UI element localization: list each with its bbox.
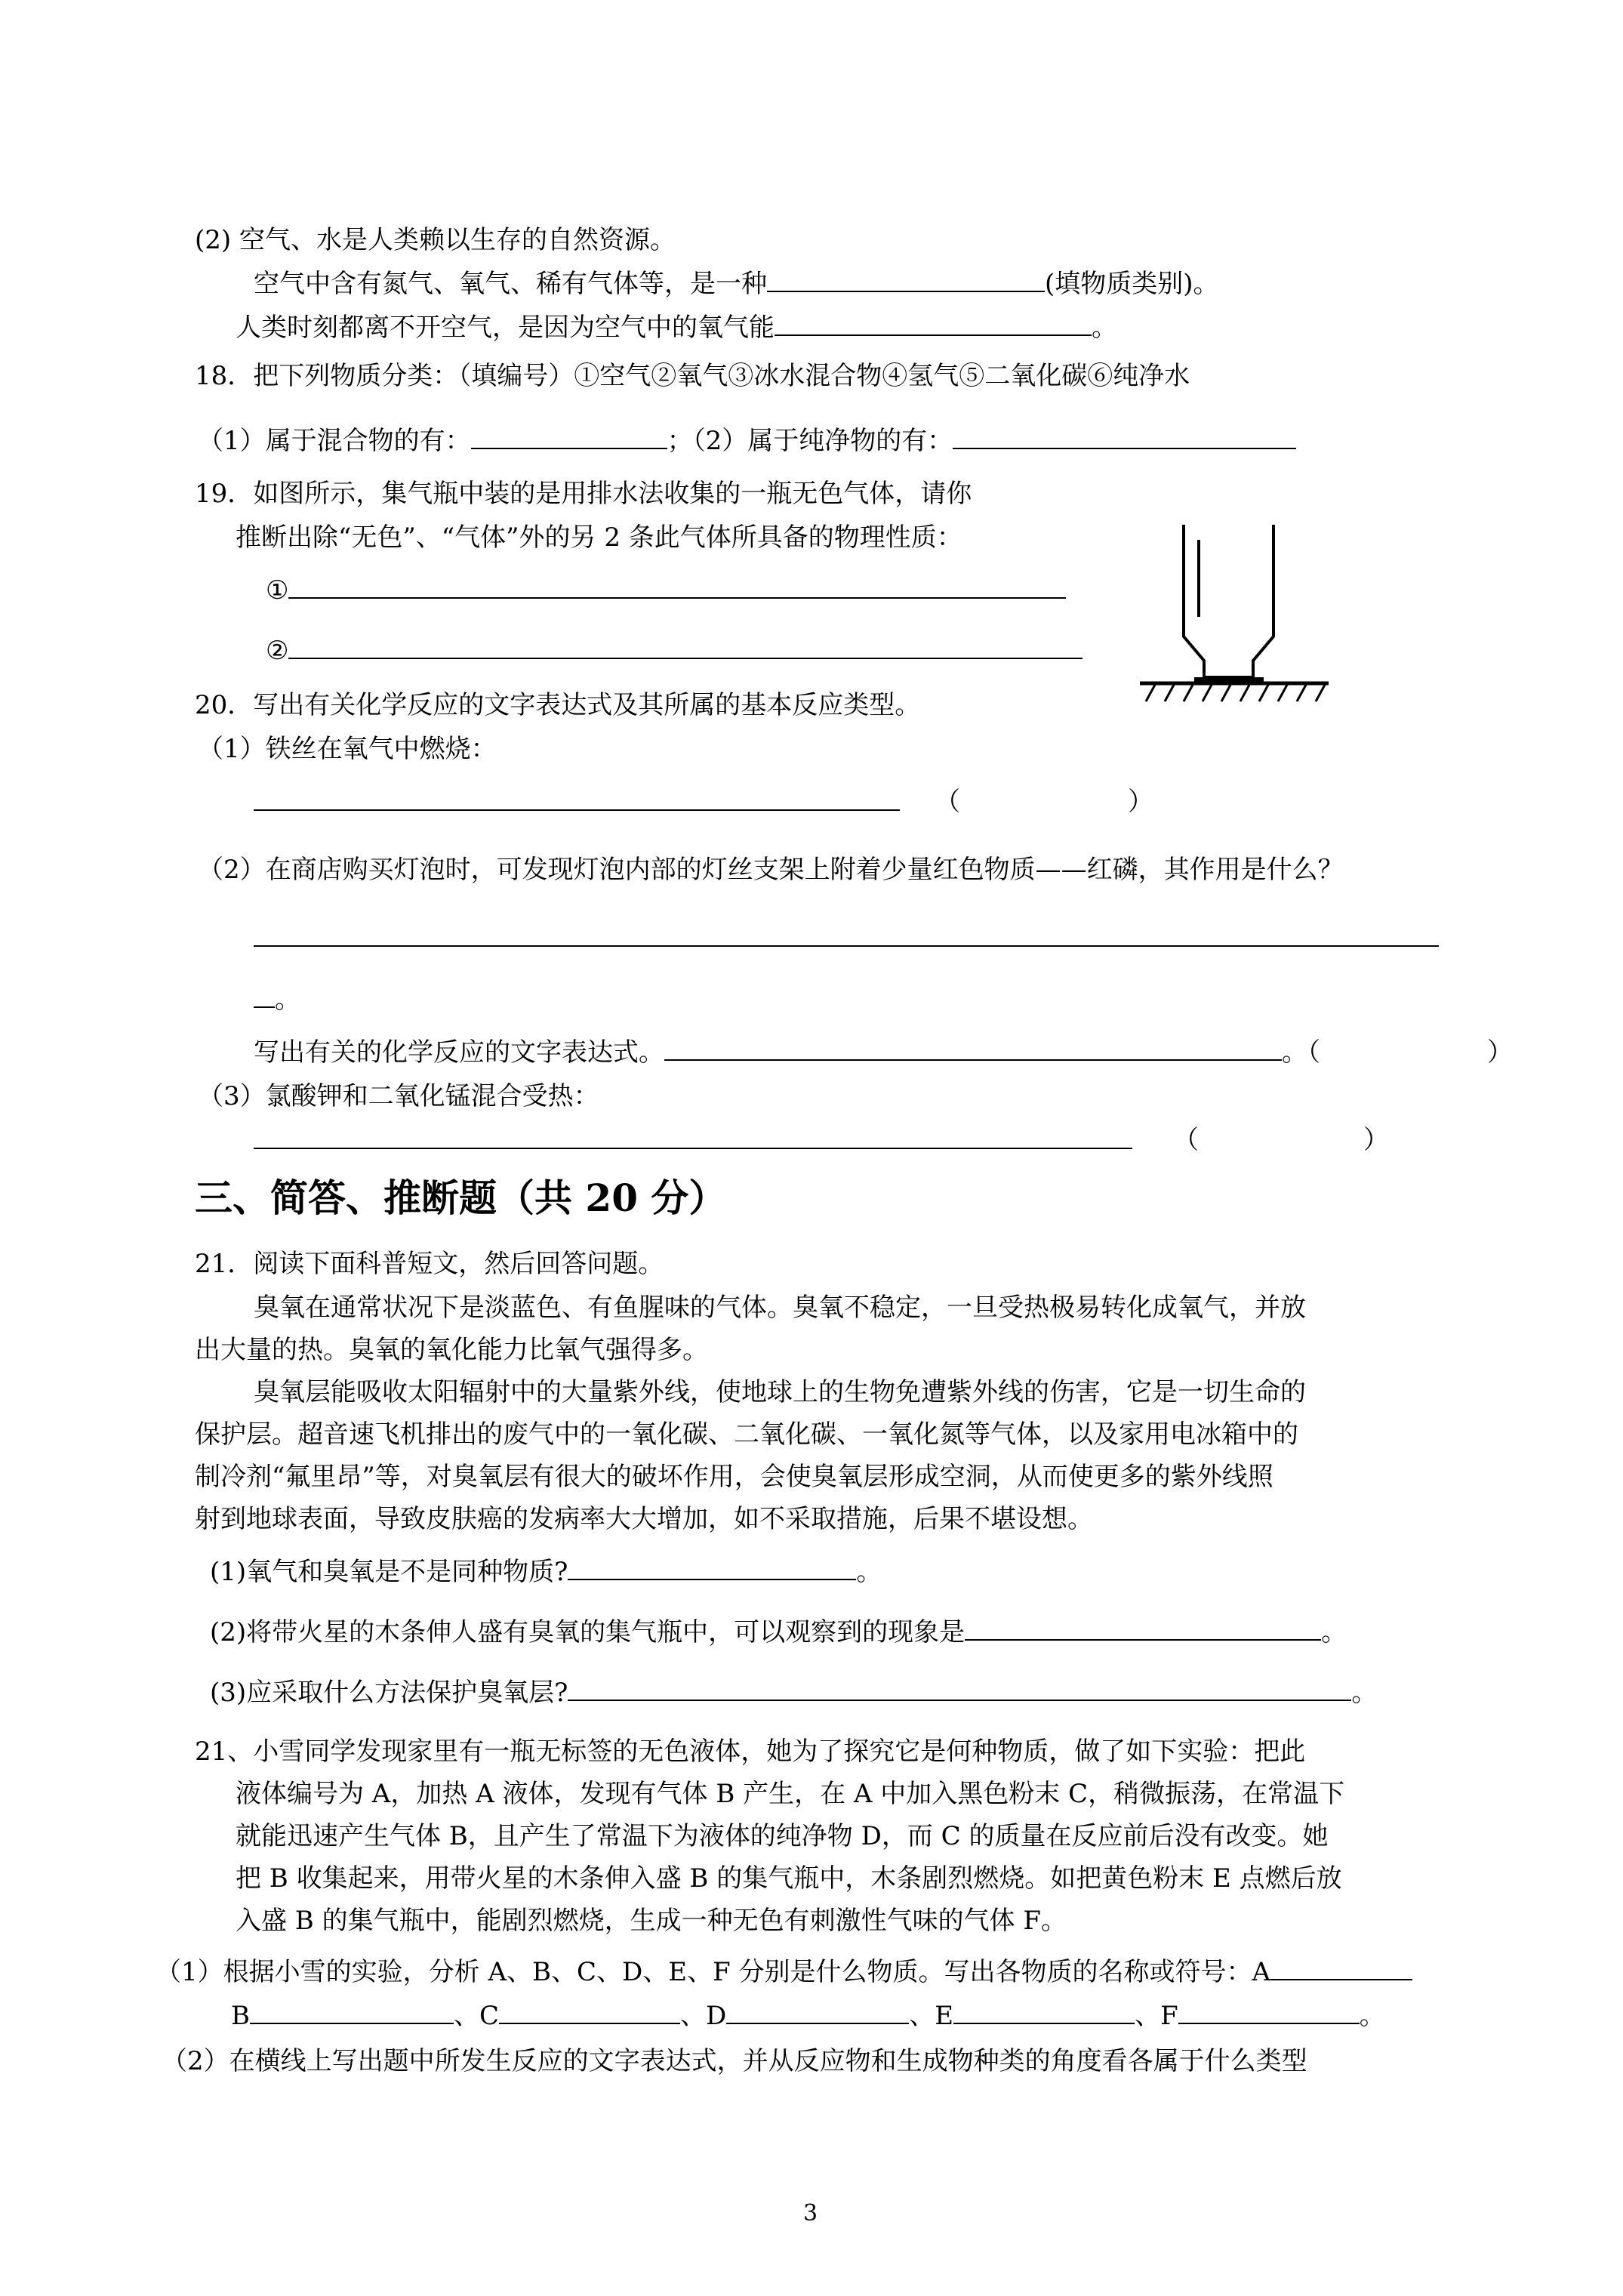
q17-line1-text: 空气中含有氮气、氧气、稀有气体等，是一种 bbox=[254, 269, 767, 299]
q19-stem-line1: 19．如图所示，集气瓶中装的是用排水法收集的一瓶无色气体，请你 bbox=[195, 479, 972, 509]
reaction-type-close: ） bbox=[1363, 1125, 1389, 1155]
answer-blank-E[interactable] bbox=[953, 2000, 1135, 2024]
q21-para2-line3: 制冷剂“氟里昂”等，对臭氧层有很大的破坏作用，会使臭氧层形成空洞，从而使更多的紫外线照 bbox=[195, 1462, 1273, 1492]
q17-line2-suffix: 。 bbox=[1092, 313, 1117, 343]
q21-sub1 bbox=[210, 1555, 882, 1589]
q17-line2-text: 人类时刻都离不开空气，是因为空气中的氧气能 bbox=[236, 313, 775, 343]
q21b-sub1 bbox=[156, 1955, 1412, 1989]
q20-stem: 20．写出有关化学反应的文字表达式及其所属的基本反应类型。 bbox=[195, 690, 921, 720]
q21b-sub2: （2）在横线上写出题中所发生反应的文字表达式，并从反应物和生成物种类的角度看各属于什么类型 bbox=[162, 2046, 1307, 2076]
reaction-type-close: ） bbox=[1487, 1037, 1513, 1068]
answer-blank-D[interactable] bbox=[726, 2000, 909, 2024]
page-number: 3 bbox=[803, 2200, 818, 2227]
q21b-answers bbox=[231, 1999, 1385, 2032]
q21-para2-line4: 射到地球表面，导致皮肤癌的发病率大大增加，如不采取措施，后果不堪设想。 bbox=[195, 1504, 1093, 1534]
answer-blank[interactable] bbox=[471, 425, 667, 449]
section-title: 三、简答、推断题（共 20 分） bbox=[195, 1176, 727, 1220]
answer-blank[interactable] bbox=[953, 425, 1296, 449]
label-E: 、E bbox=[909, 2001, 954, 2031]
q21b-line2: 液体编号为 A，加热 A 液体，发现有气体 B 产生，在 A 中加入黑色粉末 C，稍微振荡，在常温下 bbox=[236, 1779, 1345, 1809]
write-end: 。（ bbox=[1282, 1037, 1320, 1068]
q19-item1 bbox=[266, 574, 1066, 607]
q21-stem: 21．阅读下面科普短文，然后回答问题。 bbox=[195, 1249, 664, 1279]
q17-line1-suffix: (填物质类别)。 bbox=[1045, 269, 1219, 299]
end-mark: 。 bbox=[1351, 1678, 1378, 1708]
sub-question: (3)应采取什么方法保护臭氧层? bbox=[210, 1678, 568, 1708]
bottle-base-plate bbox=[1194, 677, 1264, 683]
sub-question: (2)将带火星的木条伸人盛有臭氧的集气瓶中，可以观察到的现象是 bbox=[210, 1617, 965, 1647]
q20-part2-write bbox=[254, 1036, 1320, 1069]
q18-part1-label: （1）属于混合物的有： bbox=[198, 426, 471, 456]
item-marker: ① bbox=[266, 575, 289, 606]
write-prompt: 写出有关的化学反应的文字表达式。 bbox=[254, 1037, 664, 1068]
q20-part2-tail bbox=[254, 983, 300, 1016]
q21-para2-line2: 保护层。超音速飞机排出的废气中的一氧化碳、二氧化碳、一氧化氮等气体，以及家用电冰箱中的 bbox=[195, 1419, 1298, 1450]
answer-line[interactable] bbox=[254, 945, 1439, 947]
answer-line[interactable] bbox=[254, 1148, 1132, 1149]
answer-blank[interactable] bbox=[664, 1037, 1282, 1061]
q17-line1 bbox=[254, 267, 1219, 300]
q21-para2-line1: 臭氧层能吸收太阳辐射中的大量紫外线，使地球上的生物免遭紫外线的伤害，它是一切生命的 bbox=[254, 1377, 1306, 1407]
q20-part3: （3）氯酸钾和二氧化锰混合受热： bbox=[198, 1081, 599, 1111]
label-C: 、C bbox=[454, 2001, 500, 2031]
q17-intro: (2) 空气、水是人类赖以生存的自然资源。 bbox=[195, 225, 676, 255]
answer-blank[interactable] bbox=[965, 1616, 1321, 1641]
q19-stem-line2: 推断出除“无色”、“气体”外的另 2 条此气体所具备的物理性质： bbox=[236, 522, 962, 553]
answer-blank-F[interactable] bbox=[1178, 2000, 1360, 2024]
q21-para1-line2: 出大量的热。臭氧的氧化能力比氧气强得多。 bbox=[195, 1335, 708, 1365]
gas-bottle-figure bbox=[1125, 510, 1344, 706]
answer-blank-B[interactable] bbox=[250, 2000, 454, 2024]
q20-part2: （2）在商店购买灯泡时，可发现灯泡内部的灯丝支架上附着少量红色物质——红磷，其作用是什么？ bbox=[198, 855, 1344, 885]
bottle-outline bbox=[1184, 525, 1273, 677]
q21-para1-line1: 臭氧在通常状况下是淡蓝色、有鱼腥味的气体。臭氧不稳定，一旦受热极易转化成氧气，并放 bbox=[254, 1293, 1306, 1323]
answer-blank[interactable] bbox=[568, 1556, 856, 1580]
q21b-line4: 把 B 收集起来，用带火星的木条伸入盛 B 的集气瓶中，木条剧烈燃烧。如把黄色粉末 E 点燃后放 bbox=[236, 1863, 1342, 1894]
q21-sub2 bbox=[210, 1616, 1347, 1649]
reaction-type-close: ） bbox=[1128, 787, 1153, 817]
q21b-line5: 入盛 B 的集气瓶中，能剧烈燃烧，生成一种无色有刺激性气味的气体 F。 bbox=[236, 1906, 1067, 1936]
sub-question: （1）根据小雪的实验，分析 A、B、C、D、E、F 分别是什么物质。写出各物质的名称或符号：A bbox=[156, 1957, 1271, 1987]
end-mark: 。 bbox=[1359, 2001, 1385, 2031]
answer-blank[interactable] bbox=[775, 312, 1092, 336]
item-marker: ② bbox=[266, 636, 289, 666]
reaction-type-open: （ bbox=[1173, 1125, 1199, 1155]
answer-blank[interactable] bbox=[288, 575, 1066, 599]
answer-blank-A[interactable] bbox=[1270, 1956, 1412, 1980]
reaction-type-open: （ bbox=[935, 787, 960, 817]
q18-parts bbox=[198, 424, 1296, 458]
end-mark: 。 bbox=[856, 1557, 882, 1587]
q21-sub3 bbox=[210, 1676, 1377, 1709]
answer-blank[interactable] bbox=[254, 984, 275, 1008]
answer-blank[interactable] bbox=[767, 268, 1045, 292]
label-B: B bbox=[231, 2001, 250, 2031]
answer-blank[interactable] bbox=[568, 1677, 1351, 1701]
q20-part1: （1）铁丝在氧气中燃烧： bbox=[198, 734, 497, 764]
q19-item2 bbox=[266, 634, 1083, 667]
label-D: 、D bbox=[680, 2001, 727, 2031]
sub-question: (1)氧气和臭氧是不是同种物质? bbox=[210, 1557, 568, 1587]
table-hatching bbox=[1146, 685, 1325, 701]
label-F: 、F bbox=[1135, 2001, 1178, 2031]
q21b-line1: 21、小雪同学发现家里有一瓶无标签的无色液体，她为了探究它是何种物质，做了如下实验：把此 bbox=[195, 1737, 1306, 1767]
q21b-line3: 就能迅速产生气体 B，且产生了常温下为液体的纯净物 D，而 C 的质量在反应前后没有改变。她 bbox=[236, 1821, 1329, 1851]
q18-part2-label: ；（2）属于纯净物的有： bbox=[667, 426, 953, 456]
answer-line[interactable] bbox=[254, 809, 900, 811]
q18-stem: 18．把下列物质分类：（填编号）①空气②氧气③冰水混合物④氢气⑤二氧化碳⑥纯净水 bbox=[195, 361, 1190, 391]
end-mark: 。 bbox=[275, 985, 300, 1015]
q17-line2 bbox=[236, 311, 1117, 344]
answer-blank-C[interactable] bbox=[499, 2000, 680, 2024]
answer-blank[interactable] bbox=[288, 635, 1083, 659]
end-mark: 。 bbox=[1321, 1617, 1347, 1647]
